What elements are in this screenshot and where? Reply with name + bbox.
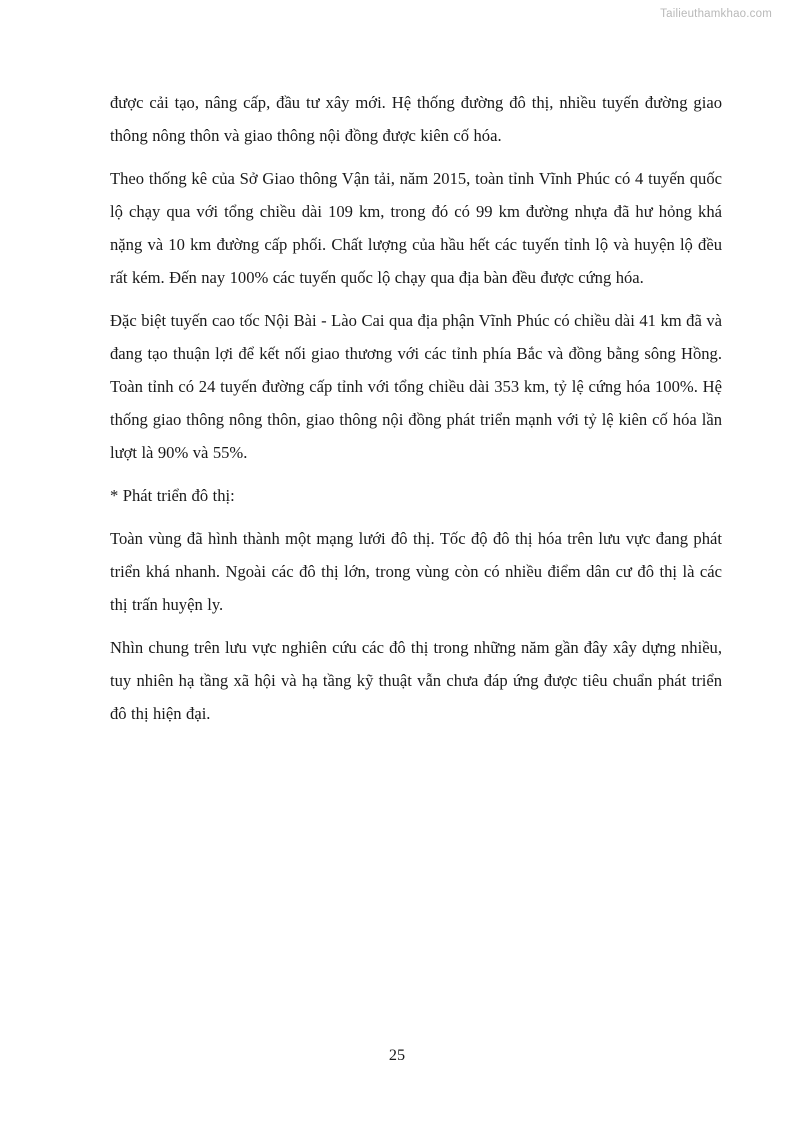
document-body <box>110 86 722 730</box>
paragraph: Nhìn chung trên lưu vực nghiên cứu các đô thị trong những năm gần đây xây dựng nhiều, tuy nhiên hạ tầng xã hội và hạ tầng kỹ thuật vẫn chưa đáp ứng được tiêu chuẩn phát triển đô thị hiện đại. <box>110 638 722 723</box>
page-number: 25 <box>388 1046 406 1064</box>
paragraph: được cải tạo, nâng cấp, đầu tư xây mới. Hệ thống đường đô thị, nhiều tuyến đường giao thông nông thôn và giao thông nội đồng được kiên cố hóa. <box>110 93 722 145</box>
section-heading: * Phát triển đô thị: <box>110 486 235 505</box>
paragraph: Đặc biệt tuyến cao tốc Nội Bài - Lào Cai qua địa phận Vĩnh Phúc có chiều dài 41 km đã và đang tạo thuận lợi để kết nối giao thương với các tỉnh phía Bắc và đồng bằng sông Hồng. Toàn tỉnh có 24 tuyến đường cấp tỉnh với tổng chiều dài 353 km, tỷ lệ cứng hóa 100%. Hệ thống giao thông nông thôn, giao thông nội đồng phát triển mạnh với tỷ lệ kiên cố hóa lần lượt là 90% và 55%. <box>110 311 722 462</box>
paragraph: Theo thống kê của Sở Giao thông Vận tải, năm 2015, toàn tỉnh Vĩnh Phúc có 4 tuyến quốc lộ chạy qua với tổng chiều dài 109 km, trong đó có 99 km đường nhựa đã hư hỏng khá nặng và 10 km đường cấp phối. Chất lượng của hầu hết các tuyến tỉnh lộ và huyện lộ đều rất kém. Đến nay 100% các tuyến quốc lộ chạy qua địa bàn đều được cứng hóa. <box>110 169 722 287</box>
paragraph: Toàn vùng đã hình thành một mạng lưới đô thị. Tốc độ đô thị hóa trên lưu vực đang phát triển khá nhanh. Ngoài các đô thị lớn, trong vùng còn có nhiều điểm dân cư đô thị là các thị trấn huyện ly. <box>110 529 722 614</box>
watermark-text: Tailieuthamkhao.com <box>660 8 772 20</box>
